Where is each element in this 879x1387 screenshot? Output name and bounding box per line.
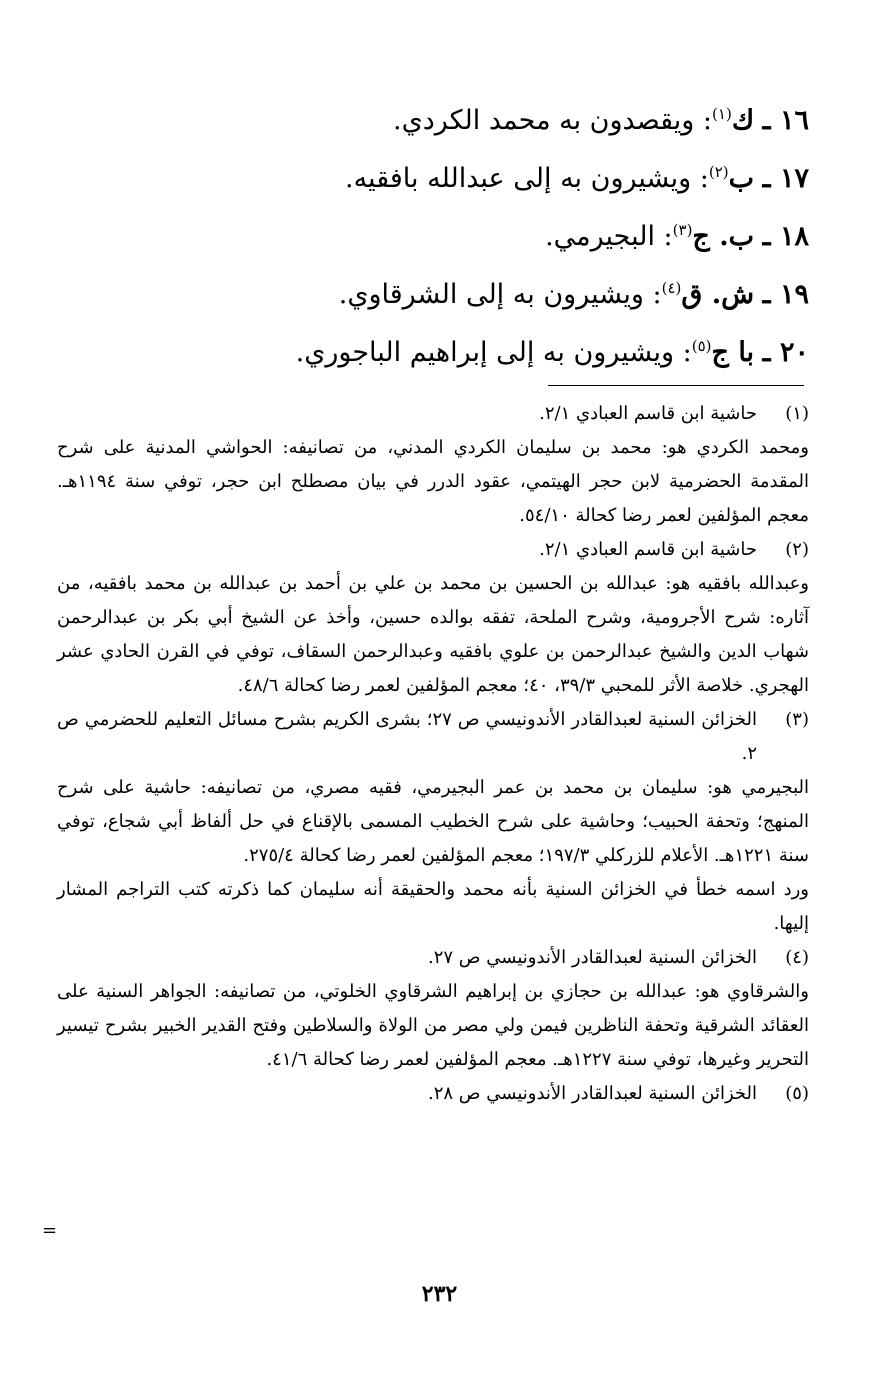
entry-abbreviation: ب. ج — [692, 221, 755, 252]
abbreviation-entry — [69, 208, 809, 266]
footnote-number: (٣) — [785, 709, 809, 730]
footnote-paragraph: البجيرمي هو: سليمان بن محمد بن عمر البجيرمي، فقيه مصري، من تصانيفه: حاشية على شرح المنهج؛ وتحفة الحبيب؛ وحاشية على شرح الخطيب المسمى بالإقناع في حل ألفاظ أبي شجاع، توفي سنة ١٢٢١هـ. الأعلام للزركلي ١٩٧/٣؛ معجم المؤلفين لعمر رضا كحالة ٢٧٥/٤. — [57, 777, 809, 866]
entry-number: ١٨ ـ — [762, 221, 809, 252]
entry-number: ١٩ ـ — [762, 279, 809, 310]
footnote-ref[interactable]: (٥) — [691, 337, 712, 355]
abbreviation-entry — [69, 92, 809, 150]
entry-abbreviation: ك — [731, 105, 755, 136]
abbreviation-entry — [69, 324, 809, 382]
footnote-source: الخزائن السنية لعبدالقادر الأندونيسي ص ٢٧؛ بشرى الكريم بشرح مسائل التعليم للحضرمي ص ٢. — [57, 709, 757, 764]
footnote — [57, 703, 809, 941]
entry-number: ١٧ ـ — [762, 163, 809, 194]
footnote — [57, 397, 809, 533]
abbreviation-list — [69, 92, 809, 382]
footnote-ref[interactable]: (٣) — [672, 221, 693, 239]
footnote-number: (٤) — [785, 947, 809, 968]
continuation-mark: = — [42, 1220, 58, 1241]
entry-text: : ويشيرون به إلى إبراهيم الباجوري. — [295, 337, 692, 368]
footnote-ref[interactable]: (٤) — [661, 279, 682, 297]
footnote — [57, 533, 809, 703]
footnote-paragraph: ومحمد الكردي هو: محمد بن سليمان الكردي المدني، من تصانيفه: الحواشي المدنية على شرح المقدمة الحضرمية لابن حجر الهيتمي، عقود الدرر في بيان مصطلح ابن حجر، توفي سنة ١١٩٤هـ. معجم المؤلفين لعمر رضا كحالة ٥٤/١٠. — [57, 437, 809, 526]
footnote-source: الخزائن السنية لعبدالقادر الأندونيسي ص ٢٨. — [427, 1083, 757, 1104]
footnote-number: (١) — [785, 403, 809, 424]
footnotes — [57, 397, 809, 1111]
entry-number: ١٦ ـ — [762, 105, 809, 136]
entry-abbreviation: ش. ق — [681, 279, 755, 310]
entry-text: : ويشيرون به إلى عبدالله بافقيه. — [345, 163, 709, 194]
footnote-separator — [548, 385, 804, 386]
footnote-ref[interactable]: (١) — [712, 105, 732, 123]
footnote-number: (٢) — [785, 539, 809, 560]
abbreviation-entry — [69, 266, 809, 324]
entry-text: : البجيرمي. — [545, 221, 673, 252]
entry-number: ٢٠ ـ — [762, 337, 809, 368]
abbreviation-entry — [69, 150, 809, 208]
entry-text: : ويشيرون به إلى الشرقاوي. — [338, 279, 662, 310]
footnote-source: حاشية ابن قاسم العبادي ٢/١. — [539, 403, 757, 424]
footnote-paragraph: ورد اسمه خطأ في الخزائن السنية بأنه محمد والحقيقة أنه سليمان كما ذكرته كتب التراجم المشار إليها. — [57, 879, 809, 934]
footnote-paragraph: وعبدالله بافقيه هو: عبدالله بن الحسين بن محمد بن علي بن أحمد بن عبدالله بن محمد بافقيه، من آثاره: شرح الأجرومية، وشرح الملحة، تفقه بوالده حسين، وأخذ عن الشيخ أبي بكر بن عبدالرحمن شهاب الدين والشيخ عبدالرحمن بن علوي بافقيه وعبدالرحمن السقاف، توفي في القرن الحادي عشر الهجري. خلاصة الأثر للمحبي ٣٩/٣، ٤٠؛ معجم المؤلفين لعمر رضا كحالة ٤٨/٦. — [57, 573, 809, 696]
footnote-source: حاشية ابن قاسم العبادي ٢/١. — [539, 539, 757, 560]
entry-abbreviation: با ج — [711, 337, 755, 368]
page-number: ٢٣٢ — [421, 1281, 458, 1307]
footnote — [57, 941, 809, 1077]
footnote-source: الخزائن السنية لعبدالقادر الأندونيسي ص ٢٧. — [427, 947, 757, 968]
entry-text: : ويقصدون به محمد الكردي. — [393, 105, 713, 136]
footnote-ref[interactable]: (٢) — [708, 163, 729, 181]
footnote — [57, 1077, 809, 1111]
entry-abbreviation: ب — [728, 163, 755, 194]
footnote-number: (٥) — [785, 1083, 809, 1104]
footnote-paragraph: والشرقاوي هو: عبدالله بن حجازي بن إبراهيم الشرقاوي الخلوتي، من تصانيفه: الجواهر السنية على العقائد الشرقية وتحفة الناظرين فيمن ولي مصر من الولاة والسلاطين وفتح القدير الخبير بشرح تيسير التحرير وغيرها، توفي سنة ١٢٢٧هـ. معجم المؤلفين لعمر رضا كحالة ٤١/٦. — [57, 981, 809, 1070]
